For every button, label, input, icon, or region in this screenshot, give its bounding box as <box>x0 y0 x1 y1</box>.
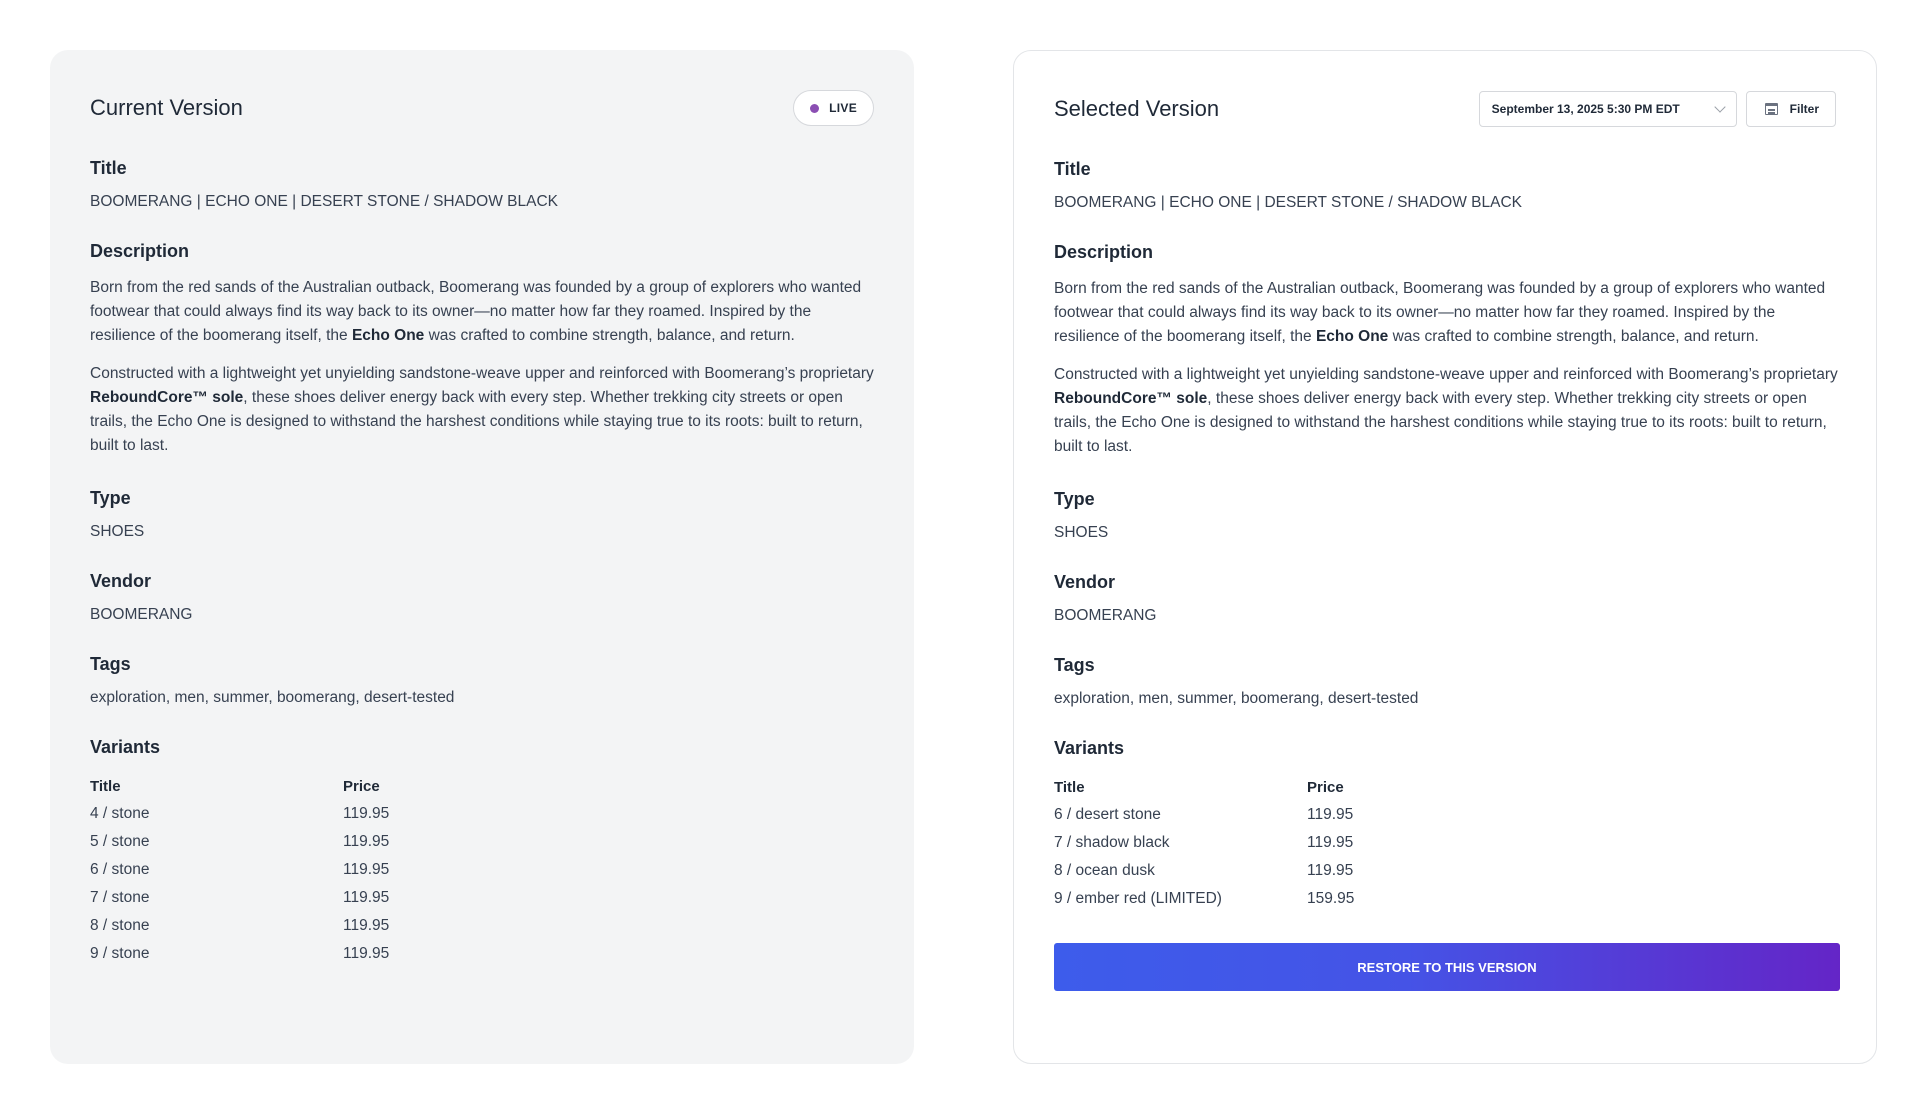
status-dot-icon <box>810 104 819 113</box>
version-date-select[interactable] <box>1479 91 1737 127</box>
filter-button[interactable] <box>1746 91 1836 127</box>
table-row <box>90 884 874 912</box>
vendor-value: BOOMERANG <box>1054 607 1157 624</box>
variants-section <box>1054 738 1836 913</box>
description-text: Born from the red sands of the Australian outback, Boomerang was founded by a group of explorers who wanted footwear that could always find its way back to its owner—no matter how far they roamed. Inspired by the resilience of the boomerang itself, the <box>90 279 862 344</box>
current-version-title: Current Version <box>90 95 243 120</box>
variant-title: 4 / stone <box>90 805 150 822</box>
variant-title: 6 / desert stone <box>1054 806 1161 823</box>
title-value: BOOMERANG | ECHO ONE | DESERT STONE / SHADOW BLACK <box>90 193 558 210</box>
description-text: Constructed with a lightweight yet unyielding sandstone-weave upper and reinforced with Boomerang’s proprietary <box>90 365 874 382</box>
description-text: Constructed with a lightweight yet unyielding sandstone-weave upper and reinforced with Boomerang’s proprietary <box>1054 366 1838 383</box>
description-paragraph-2 <box>1054 363 1844 459</box>
description-text: was crafted to combine strength, balance, and return. <box>1388 328 1759 345</box>
title-section <box>90 158 874 211</box>
variant-price: 119.95 <box>1307 806 1354 823</box>
variant-price: 119.95 <box>343 917 390 934</box>
variant-price: 119.95 <box>343 945 390 962</box>
variant-price: 119.95 <box>343 861 390 878</box>
variant-price: 119.95 <box>1307 834 1354 851</box>
table-row <box>90 940 874 968</box>
variants-header-row <box>1054 773 1836 801</box>
variant-price: 119.95 <box>343 889 390 906</box>
variants-col-title: Title <box>1054 778 1085 796</box>
title-label: Title <box>1054 159 1091 179</box>
vendor-label: Vendor <box>1054 572 1116 592</box>
variants-label: Variants <box>90 737 161 757</box>
title-label: Title <box>90 158 127 178</box>
tags-value: exploration, men, summer, boomerang, desert-tested <box>90 689 455 706</box>
description-bold-text: Echo One <box>351 327 425 344</box>
description-text: was crafted to combine strength, balance, and return. <box>424 327 795 344</box>
filter-button-label: Filter <box>1789 102 1819 116</box>
description-bold-text: ReboundCore™ sole <box>90 389 244 406</box>
description-section <box>90 241 874 458</box>
restore-version-button[interactable]: RESTORE TO THIS VERSION <box>1054 943 1840 991</box>
variant-title: 6 / stone <box>90 861 150 878</box>
chevron-down-icon <box>1714 101 1725 112</box>
table-row <box>1054 857 1836 885</box>
variant-title: 8 / ocean dusk <box>1054 862 1155 879</box>
variant-title: 7 / stone <box>90 889 150 906</box>
current-version-panel <box>50 50 914 1064</box>
tags-label: Tags <box>90 654 131 674</box>
selected-version-panel <box>1013 50 1877 1064</box>
calendar-icon <box>1765 103 1778 115</box>
type-label: Type <box>1054 489 1095 509</box>
variant-price: 119.95 <box>343 805 390 822</box>
description-label: Description <box>1054 242 1154 262</box>
variants-section <box>90 737 874 968</box>
table-row <box>90 800 874 828</box>
type-value: SHOES <box>90 523 145 540</box>
table-row <box>90 912 874 940</box>
description-bold-text: ReboundCore™ sole <box>1054 390 1208 407</box>
variant-title: 5 / stone <box>90 833 150 850</box>
table-row <box>90 828 874 856</box>
current-version-header <box>90 88 874 128</box>
vendor-value: BOOMERANG <box>90 606 193 623</box>
variants-col-title: Title <box>90 777 121 795</box>
tags-value: exploration, men, summer, boomerang, desert-tested <box>1054 690 1419 707</box>
description-paragraph-1 <box>90 276 880 348</box>
variants-header-row <box>90 772 874 800</box>
type-label: Type <box>90 488 131 508</box>
type-value: SHOES <box>1054 524 1109 541</box>
variant-title: 9 / stone <box>90 945 150 962</box>
table-row <box>1054 829 1836 857</box>
tags-section <box>1054 655 1836 708</box>
tags-section <box>90 654 874 707</box>
type-section <box>90 488 874 541</box>
variant-price: 119.95 <box>1307 862 1354 879</box>
vendor-section <box>90 571 874 624</box>
description-bold-text: Echo One <box>1315 328 1389 345</box>
variant-title: 9 / ember red (LIMITED) <box>1054 890 1222 907</box>
variants-col-price: Price <box>343 777 380 795</box>
vendor-label: Vendor <box>90 571 152 591</box>
table-row <box>1054 885 1836 913</box>
description-text: , these shoes deliver energy back with every step. Whether trekking city streets or open trails, the Echo One is designed to withstand the harshest conditions while staying true to its roots: built to return, built to last. <box>90 389 863 454</box>
variants-table <box>1054 773 1836 913</box>
variant-price: 119.95 <box>343 833 390 850</box>
variants-label: Variants <box>1054 738 1125 758</box>
variants-table <box>90 772 874 968</box>
header-controls <box>1479 91 1836 127</box>
variant-title: 7 / shadow black <box>1054 834 1170 851</box>
description-section <box>1054 242 1836 459</box>
table-row <box>1054 801 1836 829</box>
description-paragraph-2 <box>90 362 880 458</box>
live-badge-label: LIVE <box>829 101 857 115</box>
variant-title: 8 / stone <box>90 917 150 934</box>
live-badge <box>793 90 874 126</box>
selected-version-header <box>1054 89 1836 129</box>
description-text: , these shoes deliver energy back with every step. Whether trekking city streets or open trails, the Echo One is designed to withstand the harshest conditions while staying true to its roots: built to return, built to last. <box>1054 390 1827 455</box>
type-section <box>1054 489 1836 542</box>
tags-label: Tags <box>1054 655 1095 675</box>
variant-price: 159.95 <box>1307 890 1355 907</box>
version-date-value: September 13, 2025 5:30 PM EDT <box>1491 102 1680 116</box>
description-label: Description <box>90 241 190 261</box>
vendor-section <box>1054 572 1836 625</box>
variants-col-price: Price <box>1307 778 1344 796</box>
description-paragraph-1 <box>1054 277 1844 349</box>
title-value: BOOMERANG | ECHO ONE | DESERT STONE / SHADOW BLACK <box>1054 194 1522 211</box>
table-row <box>90 856 874 884</box>
description-text: Born from the red sands of the Australian outback, Boomerang was founded by a group of explorers who wanted footwear that could always find its way back to its owner—no matter how far they roamed. Inspired by the resilience of the boomerang itself, the <box>1054 280 1826 345</box>
title-section <box>1054 159 1836 212</box>
selected-version-title: Selected Version <box>1054 96 1220 121</box>
